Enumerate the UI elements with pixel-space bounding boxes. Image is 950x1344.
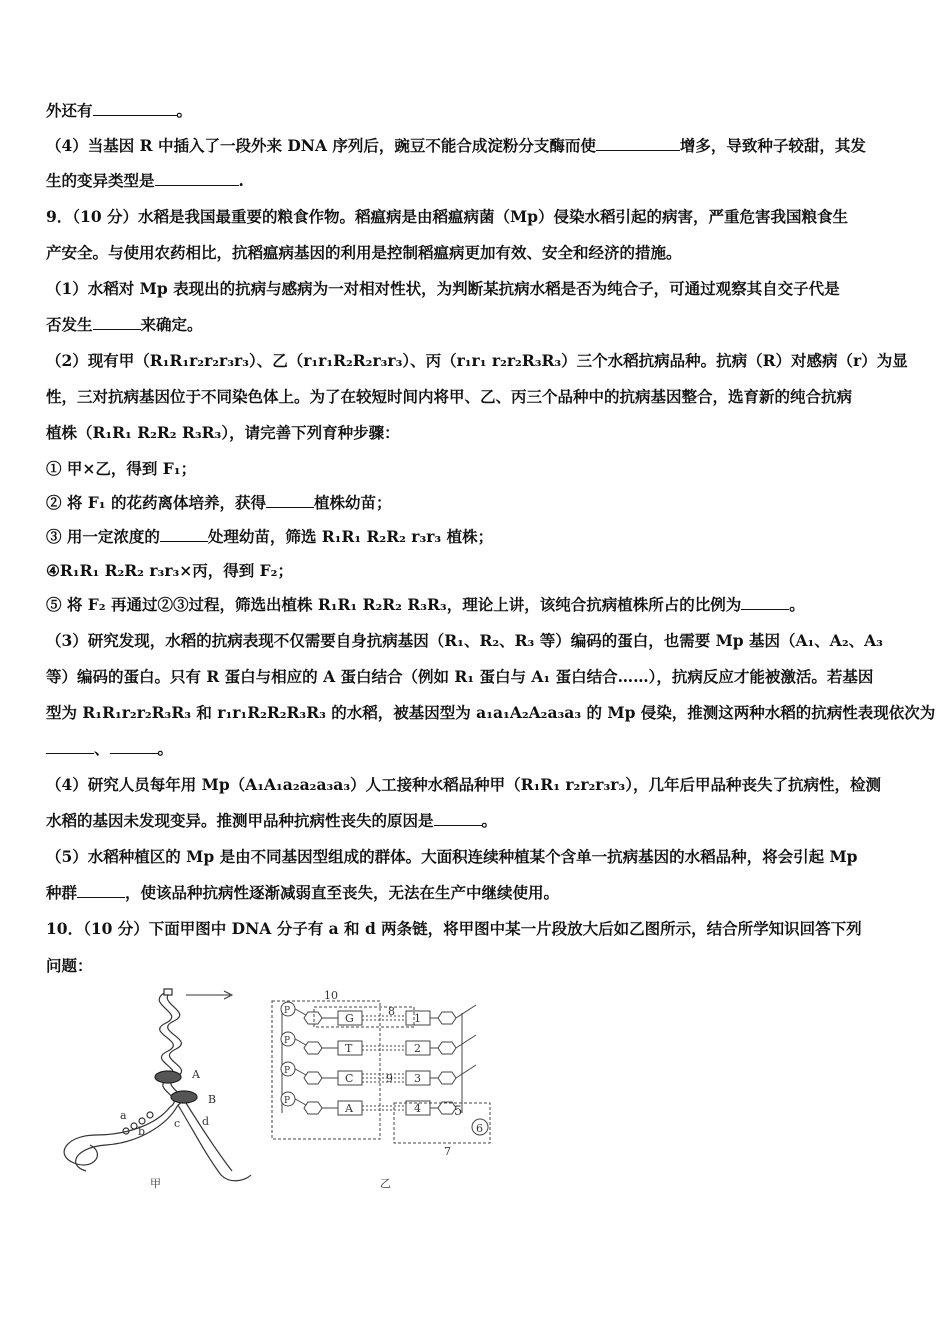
answer-blank[interactable] (155, 171, 239, 186)
answer-blank[interactable] (110, 739, 158, 754)
q9-part3-line4: 、 。 (46, 738, 908, 760)
figure-yi (272, 1001, 490, 1143)
yi-number-9: 9 (386, 1072, 393, 1085)
yi-number-6: 6 (476, 1122, 483, 1135)
yi-caption: 乙 (380, 1177, 391, 1190)
q9-part4-line1: （4）研究人员每年用 Mp（A₁A₁a₂a₂a₃a₃）人工接种水稻品种甲（R₁R₁ r₂r₂r₃r₃），几年后甲品种丧失了抗病性，检测 (46, 775, 881, 794)
jia-label-a: a (120, 1109, 127, 1122)
q9-part1-line2: 否发生 来确定。 (46, 315, 203, 334)
q9-part4-line2: 水稻的基因未发现变异。推测甲品种抗病性丧失的原因是 。 (46, 811, 498, 830)
jia-label-A: A (192, 1068, 200, 1081)
yi-number-7: 7 (444, 1145, 451, 1158)
q9-step3: ③ 用一定浓度的 处理幼苗，筛选 R₁R₁ R₂R₂ r₃r₃ 植株； (46, 527, 494, 546)
q9-step4: ④R₁R₁ R₂R₂ r₃r₃×丙，得到 F₂； (46, 561, 293, 580)
q9-intro-line2: 产安全。与使用农药相比，抗稻瘟病基因的利用是控制稻瘟病更加有效、安全和经济的措施。 (46, 243, 682, 262)
yi-number-8: 8 (388, 1005, 395, 1018)
q9-step5: ⑤ 将 F₂ 再通过②③过程，筛选出植株 R₁R₁ R₂R₂ R₃R₃，理论上讲，该纯合抗病植株所占的比例为 。 (46, 595, 805, 614)
q9-part3-line3: 型为 R₁R₁r₂r₂R₃R₃ 和 r₁r₁R₂R₂R₃R₃ 的水稻，被基因型为 a₁a₁A₂A₂a₃a₃ 的 Mp 侵染，推测这两种水稻的抗病性表现依次为 (46, 703, 936, 722)
q9-part3-line2: 等）编码的蛋白。只有 R 蛋白与相应的 A 蛋白结合（例如 R₁ 蛋白与 A₁ 蛋白结合……），抗病反应才能被激活。若基因 (46, 667, 874, 686)
q9-step1: ① 甲×乙，得到 F₁； (46, 459, 197, 478)
answer-blank[interactable] (266, 493, 314, 508)
jia-label-c: c (174, 1117, 181, 1130)
q8-part4-line1: （4）当基因 R 中插入了一段外来 DNA 序列后，豌豆不能合成淀粉分支酶而使 增多，导致种子较甜，其发 (46, 136, 866, 155)
yi-base-right-1: 1 (414, 1012, 421, 1025)
yi-phosphate-4: P (284, 1096, 291, 1106)
answer-blank[interactable] (46, 739, 94, 754)
q9-step2: ② 将 F₁ 的花药离体培养，获得 植株幼苗； (46, 493, 392, 512)
q10-heading-line2: 问题： (46, 956, 93, 975)
q9-part5-line2: 种群 ，使该品种抗病性逐渐减弱直至丧失，无法在生产中继续使用。 (46, 883, 560, 902)
answer-blank[interactable] (741, 595, 789, 610)
answer-blank[interactable] (596, 136, 680, 151)
answer-blank[interactable] (434, 811, 482, 826)
yi-base-left-4: A (345, 1102, 353, 1115)
line-1: 外还有 。 (46, 101, 193, 120)
q9-heading: 9．（10 分）水稻是我国最重要的粮食作物。稻瘟病是由稻瘟病菌（Mp）侵染水稻引起的病害，严重危害我国粮食生 (46, 207, 848, 226)
jia-label-B: B (208, 1093, 217, 1106)
yi-phosphate-1: P (284, 1006, 291, 1016)
q8-part4-line2: 生的变异类型是 . (46, 171, 244, 190)
q9-part2-line3: 植株（R₁R₁ R₂R₂ R₃R₃），请完善下列育种步骤： (46, 423, 400, 442)
yi-phosphate-2: P (284, 1036, 291, 1046)
q9-part5-line1: （5）水稻种植区的 Mp 是由不同基因型组成的群体。大面积连续种植某个含单一抗病基因的水稻品种，将会引起 Mp (46, 847, 858, 866)
yi-phosphate-3: P (284, 1066, 291, 1076)
yi-base-left-3: C (345, 1072, 354, 1085)
yi-number-10: 10 (324, 989, 338, 1002)
yi-base-left-2: T (345, 1042, 353, 1055)
q9-part3-line1: （3）研究发现，水稻的抗病表现不仅需要自身抗病基因（R₁、R₂、R₃ 等）编码的蛋白，也需要 Mp 基因（A₁、A₂、A₃ (46, 631, 883, 650)
answer-blank[interactable] (93, 315, 141, 330)
jia-label-d: d (202, 1115, 210, 1128)
yi-base-right-2: 2 (414, 1042, 421, 1055)
answer-blank[interactable] (160, 527, 208, 542)
yi-base-right-4: 4 (414, 1102, 421, 1115)
yi-base-left-1: G (345, 1012, 354, 1025)
figure-jia (64, 989, 251, 1181)
dna-figure-svg (46, 985, 506, 1195)
jia-caption: 甲 (150, 1177, 161, 1190)
dna-figure (46, 985, 506, 1195)
answer-blank[interactable] (77, 883, 125, 898)
q10-heading: 10．（10 分）下面甲图中 DNA 分子有 a 和 d 两条链，将甲图中某一片段放大后如乙图所示，结合所学知识回答下列 (46, 919, 862, 938)
jia-label-b: b (138, 1125, 146, 1138)
q9-part2-line1: （2）现有甲（R₁R₁r₂r₂r₃r₃）、乙（r₁r₁R₂R₂r₃r₃）、丙（r₁r₁ r₂r₂R₃R₃）三个水稻抗病品种。抗病（R）对感病（r）为显 (46, 351, 908, 370)
q9-part2-line2: 性，三对抗病基因位于不同染色体上。为了在较短时间内将甲、乙、丙三个品种中的抗病基因整合，选育新的纯合抗病 (46, 387, 853, 406)
yi-number-5: 5 (454, 1104, 463, 1119)
answer-blank[interactable] (93, 101, 177, 116)
q9-part1-line1: （1）水稻对 Mp 表现出的抗病与感病为一对相对性状，为判断某抗病水稻是否为纯合子，可通过观察其自交子代是 (46, 279, 840, 298)
yi-base-right-3: 3 (414, 1072, 421, 1085)
